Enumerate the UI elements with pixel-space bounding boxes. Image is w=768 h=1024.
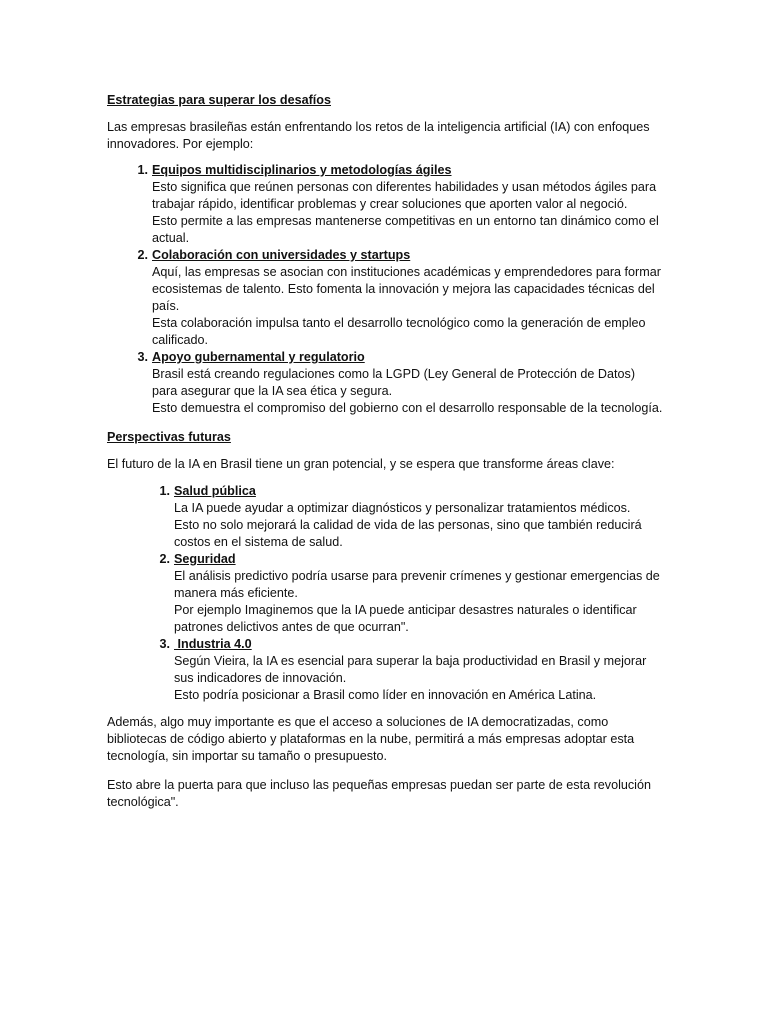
list-item-title: Industria 4.0 [174, 637, 252, 651]
list-item [107, 636, 667, 704]
text-line: El futuro de la IA en Brasil tiene un gran potencial, y se espera que transforme áreas clave: [107, 457, 615, 471]
future-list [107, 483, 667, 704]
text-line: La IA puede ayudar a optimizar diagnósticos y personalizar tratamientos médicos. [174, 501, 631, 515]
text-line: innovadores. Por ejemplo: [107, 137, 254, 151]
list-item-number: 1. [137, 163, 148, 177]
text-line: Esto significa que reúnen personas con diferentes habilidades y usan métodos ágiles para [152, 180, 657, 194]
text-line: para asegurar que la IA sea ética y segura. [152, 384, 393, 398]
text-line: ecosistemas de talento. Esto fomenta la innovación y mejora las capacidades técnicas del [152, 282, 655, 296]
text-line: Esto abre la puerta para que incluso las pequeñas empresas puedan ser parte de esta revolución [107, 778, 651, 792]
text-line: Esto podría posicionar a Brasil como líder en innovación en América Latina. [174, 688, 597, 702]
text-line: patrones delictivos antes de que ocurran". [174, 620, 409, 634]
list-item-number: 3. [137, 350, 148, 364]
text-line: manera más eficiente. [174, 586, 298, 600]
closing-paragraph-1 [107, 714, 667, 765]
text-line: Brasil está creando regulaciones como la LGPD (Ley General de Protección de Datos) [152, 367, 636, 381]
list-item-number: 2. [137, 248, 148, 262]
list-item [107, 349, 667, 417]
text-line: Esta colaboración impulsa tanto el desarrollo tecnológico como la generación de empleo [152, 316, 646, 330]
text-line: actual. [152, 231, 190, 245]
list-item-title: Apoyo gubernamental y regulatorio [152, 350, 365, 364]
text-line: costos en el sistema de salud. [174, 535, 343, 549]
text-line: Las empresas brasileñas están enfrentando los retos de la inteligencia artificial (IA) con enfoques [107, 120, 650, 134]
text-line: Además, algo muy importante es que el acceso a soluciones de IA democratizadas, como [107, 715, 609, 729]
section-heading-future: Perspectivas futuras [107, 430, 231, 444]
text-line: Esto permite a las empresas mantenerse competitivas en un entorno tan dinámico como el [152, 214, 659, 228]
list-item-number: 3. [159, 637, 170, 651]
text-line: Aquí, las empresas se asocian con instituciones académicas y emprendedores para formar [152, 265, 661, 279]
intro-paragraph-future [107, 456, 667, 473]
list-item-title: Salud pública [174, 484, 256, 498]
text-line: Por ejemplo Imaginemos que la IA puede anticipar desastres naturales o identificar [174, 603, 637, 617]
text-line: país. [152, 299, 180, 313]
list-item-title: Equipos multidisciplinarios y metodologías ágiles [152, 163, 452, 177]
list-item-number: 2. [159, 552, 170, 566]
text-line: Según Vieira, la IA es esencial para superar la baja productividad en Brasil y mejorar [174, 654, 647, 668]
list-item-title: Seguridad [174, 552, 236, 566]
text-line: Esto demuestra el compromiso del gobierno con el desarrollo responsable de la tecnología. [152, 401, 663, 415]
text-line: El análisis predictivo podría usarse para prevenir crímenes y gestionar emergencias de [174, 569, 660, 583]
text-line: sus indicadores de innovación. [174, 671, 347, 685]
list-item [107, 247, 667, 349]
intro-paragraph-strategies [107, 119, 667, 153]
list-item [107, 162, 667, 247]
text-line: trabajar rápido, identificar problemas y crear soluciones que aporten valor al negoció. [152, 197, 628, 211]
text-line: bibliotecas de código abierto y plataformas en la nube, permitirá a más empresas adoptar esta [107, 732, 635, 746]
text-line: calificado. [152, 333, 209, 347]
text-line: tecnología, sin importar su tamaño o presupuesto. [107, 749, 388, 763]
section-heading-strategies: Estrategias para superar los desafíos [107, 93, 331, 107]
list-item [107, 551, 667, 636]
list-item [107, 483, 667, 551]
list-item-title: Colaboración con universidades y startups [152, 248, 411, 262]
text-line: Esto no solo mejorará la calidad de vida de las personas, sino que también reducirá [174, 518, 642, 532]
list-item-number: 1. [159, 484, 170, 498]
strategies-list [107, 162, 667, 417]
text-line: tecnológica". [107, 795, 179, 809]
closing-paragraph-2 [107, 777, 667, 811]
